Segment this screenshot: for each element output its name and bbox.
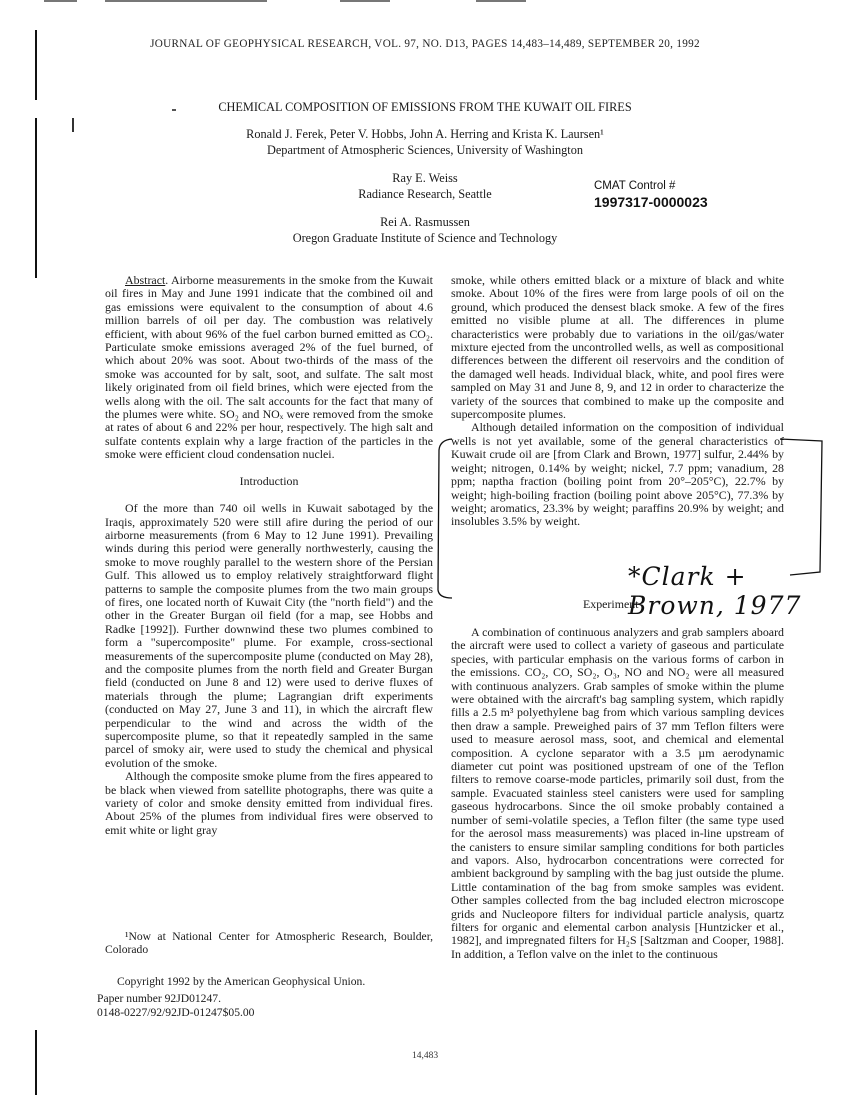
copyright-text: Copyright 1992 by the American Geophysical Union. [117,975,366,988]
footnote-text: ¹Now at National Center for Atmospheric Research, Boulder, Colorado [105,930,433,957]
abstract-text: . Airborne measurements in the smoke from the Kuwait oil fires in May and June 1991 indicate that the combined oil and gas emissions were equivalent to the consumption of about 4.6 million barrels of oil per day. The combustion was relatively efficient, with about 96% of the fuel carbon burned emitted as CO₂. Particulate smoke emissions averaged 2% of the fuel burned, of which about 20% was soot. About two-thirds of the mass of the smoke was accounted for by salt, soot, and sulfate. The salt most likely originated from oil field brines, which were ejected from the wells along with the oil. The salt accounts for the fact that many of the plumes were white. SO₂ and NOₓ were removed from the smoke at rates of about 6 and 22% per hour, respectively. The high salt and sulfate contents explain why a large fraction of the particles in the smoke were efficient cloud condensation nuclei. [105,273,433,462]
right-bracket-mark [780,439,822,575]
experiment-paragraph: A combination of continuous analyzers and grab samplers aboard the aircraft were used to collect a variety of gaseous and particulate species, with particular emphasis on the various forms of carbon in the emissions. CO₂, CO, SO₂, O₃, NO and NO₂ were all measured with continuous analyzers. Grab samples of smoke within the plume were obtained with the aircraft's bag sampling system, which rapidly fills a 2.5 m³ polyethylene bag from which various sampling devices then draw a sample. Preweighed pairs of 37 mm Teflon filters were used to measure aerosol mass, soot, and chemical and elemental composition. A cyclone separator with a 3.5 µm aerodynamic diameter cut point was positioned upstream of one of the Teflon filters to remove coarse-mode particles, primarily soil dust, from the sample. Evacuated stainless steel canisters were used for sampling gaseous hydrocarbons. Since the oil smoke probably contained a number of semi-volatile species, a Teflon filter (the same type used for the aerosol mass measurements) was placed in-line upstream of the canisters to ensure similar sampling conditions for both particles and vapors. Also, hydrocarbon concentrations were corrected for ambient background by sampling with the bag just outside the plume. Little contamination of the bag from smoke samples was evident. Other samples collected from the bag included electron microscope grids and Nucleopore filters for individual particle analysis, quartz filters for organic and elemental carbon analysis [Huntzicker et al., 1982], and impregnated filters for H₂S [Saltzman and Cooper, 1988]. In addition, a Teflon valve on the inlet to the continuous [451,625,784,961]
running-head: JOURNAL OF GEOPHYSICAL RESEARCH, VOL. 97, NO. D13, PAGES 14,483–14,489, SEPTEMBER 20, 1992 [150,38,700,50]
author-names: Ronald J. Ferek, Peter V. Hobbs, John A. Herring and Krista K. Laursen¹ [246,127,604,141]
author-affiliation: Department of Atmospheric Sciences, University of Washington [266,143,584,157]
paper-number: Paper number 92JD01247. [97,992,221,1006]
cmat-control-label: CMAT Control # [594,180,676,192]
author-affiliation: Radiance Research, Seattle [358,187,492,201]
author-names: Ray E. Weiss [392,171,458,185]
experiment-heading: Experiment [583,597,639,611]
left-bracket-mark [438,439,452,598]
paper-code: 0148-0227/92/92JD-01247$05.00 [97,1005,255,1019]
author-affiliation: Oregon Graduate Institute of Science and Technology [292,231,558,245]
author-names: Rei A. Rasmussen [380,215,470,229]
abstract-label: Abstract [125,273,166,287]
crude-oil-paragraph: Although detailed information on the composition of individual wells is not yet available, some of the general characteristics of Kuwait crude oil are [from Clark and Brown, 1977] sulfur, 2.44% by weight; nitrogen, 0.14% by weight; nickel, 7.7 ppm; vanadium, 28 ppm; naptha fraction (boiling point from 20°–205°C), 22.7% by weight; high-boiling fraction (boiling point above 205°C), 77.3% by weight; aromatics, 23.3% by weight; paraffins 20.9% by weight; and insolubles 3.5% by weight. [451,420,784,529]
handwritten-citation-note: *Clark + Brown, 1977 [628,562,802,620]
introduction-heading: Introduction [239,473,299,488]
introduction-continuation: smoke, while others emitted black or a mixture of black and white smoke. About 10% of the fires were from large pools of oil on the ground, which produced the densest black smoke. A few of the fires emitted no visible plume at all. The differences in plume characteristics were probably due to variations in the oil/gas/water mixture ejected from the uncontrolled wells, as well as compositional differences between the different oil reservoirs and the condition of the damaged well heads. Individual black, white, and pool fires were sampled on May 31 and June 8, 9, and 12 in order to characterize the variety of the sources that combined to make up the composite and supercomposite plumes. [451,273,784,422]
paper-title: CHEMICAL COMPOSITION OF EMISSIONS FROM THE KUWAIT OIL FIRES [218,100,632,114]
introduction-paragraph: Although the composite smoke plume from the fires appeared to be black when viewed from satellite photographs, there was quite a variety of color and smoke density emitted from individual fires. About 25% of the plumes from individual fires were observed to emit white or light gray [105,769,433,837]
introduction-paragraph: Of the more than 740 oil wells in Kuwait sabotaged by the Iraqis, approximately 520 were still afire during the period of our airborne measurements (from 6 May to 12 June 1991). Prevailing winds during this period were generally northwesterly, causing the smoke to move roughly parallel to the western shore of the Persian Gulf. This allowed us to employ relatively straightforward flight patterns to sample the composite plumes from the two main groups of fires, one located north of Kuwait City (the "north field") and the other in the Greater Burgan oil field (for a map, see Hobbs and Radke [1992]). Further downwind these two plumes combined to form a "supercomposite" plume. For example, cross-sectional measurements of the supercomposite plume (conducted on May 28), and the composite plumes from the north field and Greater Burgan field (conducted on June 8 and 12) were used to derive fluxes of materials through the plume; Lagrangian drift experiments (conducted on May 27, June 3 and 11), in which the aircraft flew perpendicular to the wind and across the width of the supercomposite plume, so that it repeatedly sampled in the same parcel of smoky air, were used to study the chemical and physical evolution of the smoke. [105,501,433,770]
page-number: 14,483 [411,1051,439,1061]
cmat-control-number: 1997317-0000023 [594,194,708,210]
